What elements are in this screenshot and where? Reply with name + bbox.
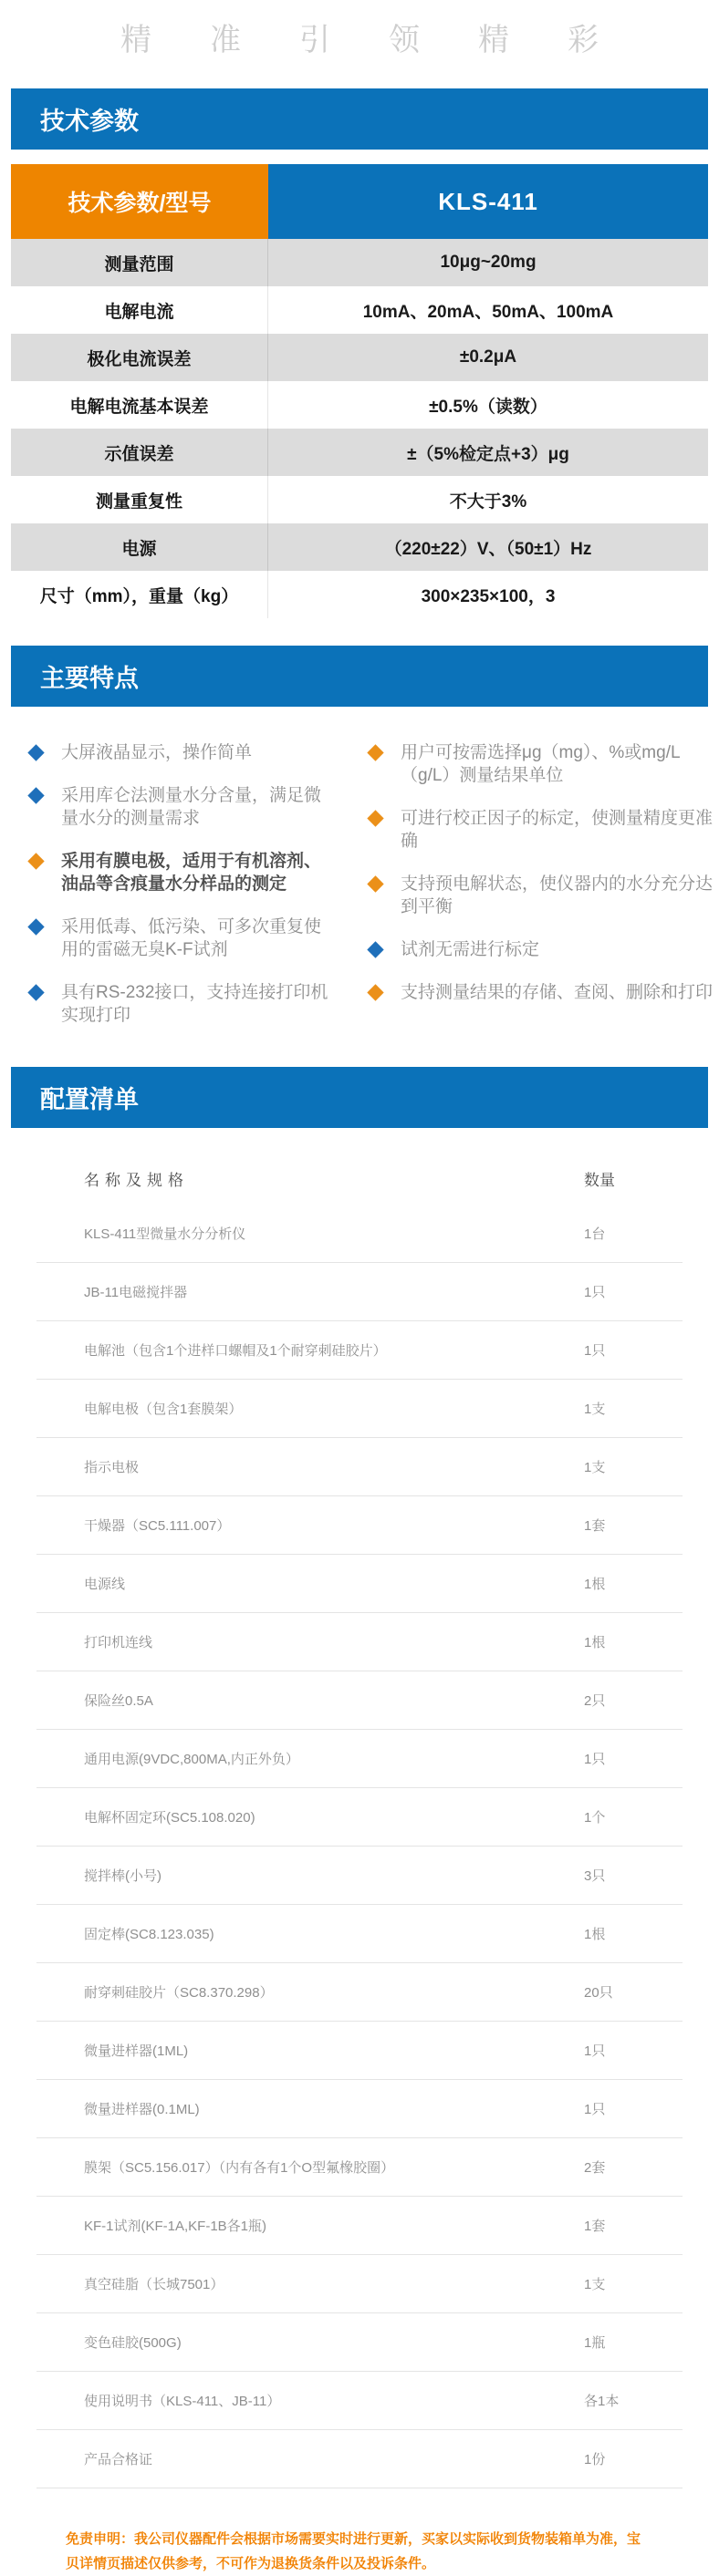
config-row — [36, 1263, 683, 1321]
config-item-qty: 2套 — [584, 2160, 606, 2176]
feature-item — [30, 916, 333, 961]
spec-row-value: （220±22）V、（50±1）Hz — [384, 539, 592, 559]
config-item-qty: 1根 — [584, 1635, 606, 1650]
config-item-name: 变色硅胶(500G) — [84, 2335, 182, 2351]
config-row — [36, 1205, 683, 1263]
config-item-qty: 1份 — [584, 2452, 606, 2467]
config-item-qty: 1根 — [584, 1577, 606, 1592]
features-list — [0, 707, 719, 1067]
tagline: 精准引领精彩 — [120, 23, 657, 57]
section-banner-features — [11, 646, 708, 707]
config-item-name: 真空硅脂（长城7501） — [84, 2277, 224, 2292]
spec-row-label: 尺寸（mm），重量（kg） — [11, 571, 268, 618]
config-item-qty: 1支 — [584, 2277, 606, 2292]
feature-text: 支持预电解状态，使仪器内的水分充分达到平衡 — [401, 874, 714, 916]
spec-table — [11, 164, 708, 618]
section-banner-tech-params — [11, 88, 708, 150]
config-item-qty: 1台 — [584, 1226, 606, 1242]
spec-row — [11, 523, 708, 571]
config-item-qty: 1支 — [584, 1460, 606, 1475]
config-item-qty: 1只 — [584, 1752, 606, 1767]
config-row — [36, 1671, 683, 1730]
feature-item — [370, 981, 718, 1004]
config-item-name: 指示电极 — [84, 1460, 140, 1475]
feature-text: 采用有膜电极，适用于有机溶剂、油品等含痕量水分样品的测定 — [61, 852, 322, 894]
config-row — [36, 1905, 683, 1963]
feature-item — [370, 938, 718, 961]
feature-text: 试剂无需进行标定 — [401, 940, 540, 959]
config-row — [36, 1438, 683, 1496]
config-row — [36, 2197, 683, 2255]
diamond-bullet-icon — [27, 744, 44, 760]
config-item-name: 微量进样器(1ML) — [84, 2043, 189, 2059]
spec-row-label: 电源 — [11, 523, 268, 571]
config-item-name: JB-11电磁搅拌器 — [84, 1285, 188, 1300]
config-item-qty: 1个 — [584, 1810, 606, 1826]
config-item-name: KLS-411型微量水分分析仪 — [84, 1226, 246, 1242]
spec-row-label: 测量重复性 — [11, 476, 268, 523]
diamond-bullet-icon — [367, 810, 383, 826]
config-item-name: KF-1试剂(KF-1A,KF-1B各1瓶) — [84, 2219, 267, 2234]
config-item-qty: 1套 — [584, 1518, 606, 1534]
section-title-tech-params: 技术参数 — [40, 108, 139, 135]
config-row — [36, 1613, 683, 1671]
config-item-qty: 3只 — [584, 1868, 606, 1884]
spec-header-model-cell: KLS-411 — [268, 164, 708, 239]
config-header-row — [36, 1152, 683, 1205]
config-item-name: 搅拌棒(小号) — [84, 1868, 162, 1884]
config-item-name: 通用电源(9VDC,800MA,内正外负） — [84, 1752, 299, 1767]
diamond-bullet-icon — [27, 787, 44, 803]
diamond-bullet-icon — [367, 984, 383, 1000]
config-row — [36, 1380, 683, 1438]
config-row — [36, 2255, 683, 2313]
feature-text: 采用库仑法测量水分含量，满足微量水分的测量需求 — [61, 786, 322, 828]
config-item-name: 电源线 — [84, 1577, 126, 1592]
feature-text: 用户可按需选择μg（mg）、%或mg/L（g/L）测量结果单位 — [401, 743, 681, 785]
feature-text: 具有RS-232接口，支持连接打印机实现打印 — [61, 983, 328, 1025]
spec-header-row — [11, 164, 708, 239]
config-row — [36, 2138, 683, 2197]
config-item-name: 电解电极（包含1套膜架） — [84, 1402, 243, 1417]
disclaimer-text: 免责申明：我公司仪器配件会根据市场需要实时进行更新，买家以实际收到货物装箱单为准，宝贝详情页描述仅供参考，不可作为退换货条件以及投诉条件。 — [66, 2531, 641, 2571]
config-table — [36, 1128, 683, 2488]
section-title-features: 主要特点 — [40, 665, 139, 692]
config-row — [36, 1730, 683, 1788]
feature-item — [370, 873, 718, 918]
feature-text: 采用低毒、低污染、可多次重复使用的雷磁无臭K-F试剂 — [61, 917, 322, 959]
spec-row-value: ±0.5%（读数） — [429, 397, 547, 417]
spec-row-label: 电解电流 — [11, 286, 268, 334]
diamond-bullet-icon — [27, 984, 44, 1000]
spec-row-label: 极化电流误差 — [11, 334, 268, 381]
spec-row — [11, 286, 708, 334]
config-table-body — [36, 1205, 683, 2488]
config-header-name: 名称及规格 — [84, 1171, 189, 1189]
spec-row-value: 不大于3% — [449, 491, 527, 512]
feature-item — [30, 741, 333, 764]
config-item-qty: 1支 — [584, 1402, 606, 1417]
config-row — [36, 2022, 683, 2080]
config-item-name: 干燥器（SC5.111.007） — [84, 1518, 231, 1534]
config-item-qty: 1套 — [584, 2219, 606, 2234]
spacer — [0, 618, 719, 646]
config-item-qty: 各1本 — [584, 2394, 620, 2409]
spec-row — [11, 571, 708, 618]
features-column-right — [370, 741, 718, 1047]
feature-item — [370, 807, 718, 853]
spec-header-param-cell: 技术参数/型号 — [11, 164, 268, 239]
spec-row-label: 测量范围 — [11, 239, 268, 286]
config-row — [36, 1321, 683, 1380]
feature-text: 可进行校正因子的标定，使测量精度更准确 — [401, 809, 714, 851]
spec-row-value: ±（5%检定点+3）μg — [407, 444, 569, 464]
config-row — [36, 1496, 683, 1555]
spec-row — [11, 476, 708, 523]
config-item-name: 耐穿刺硅胶片（SC8.370.298） — [84, 1985, 274, 2001]
feature-item — [30, 981, 333, 1027]
section-title-config-list: 配置清单 — [40, 1086, 139, 1113]
diamond-bullet-icon — [367, 875, 383, 892]
feature-text: 支持测量结果的存储、查阅、删除和打印 — [401, 983, 714, 1002]
config-item-qty: 20只 — [584, 1985, 613, 2001]
config-item-qty: 1只 — [584, 1285, 606, 1300]
diamond-bullet-icon — [367, 941, 383, 957]
features-column-left — [30, 741, 333, 1047]
config-row — [36, 2430, 683, 2488]
config-item-name: 使用说明书（KLS-411、JB-11） — [84, 2394, 281, 2409]
config-item-name: 电解池（包含1个进样口螺帽及1个耐穿刺硅胶片） — [84, 1343, 387, 1359]
config-header-qty: 数量 — [584, 1171, 615, 1189]
feature-text: 大屏液晶显示，操作简单 — [61, 743, 253, 762]
spec-row-value: 10μg~20mg — [440, 253, 537, 272]
spec-row-label: 示值误差 — [11, 429, 268, 476]
feature-item — [30, 850, 333, 895]
config-item-qty: 1瓶 — [584, 2335, 606, 2351]
config-item-name: 打印机连线 — [84, 1635, 153, 1650]
config-row — [36, 2313, 683, 2372]
spec-row — [11, 381, 708, 429]
config-item-name: 膜架（SC5.156.017）（内有各有1个O型氟橡胶圈） — [84, 2160, 395, 2176]
spec-row — [11, 429, 708, 476]
config-row — [36, 2372, 683, 2430]
config-row — [36, 2080, 683, 2138]
spec-row — [11, 239, 708, 286]
config-row — [36, 1963, 683, 2022]
config-item-qty: 1根 — [584, 1927, 606, 1942]
spec-row-value: 10mA、20mA、50mA、100mA — [362, 302, 614, 322]
diamond-bullet-icon — [367, 744, 383, 760]
config-item-name: 微量进样器(0.1ML) — [84, 2102, 200, 2117]
config-item-qty: 1只 — [584, 2043, 606, 2059]
config-item-name: 电解杯固定环(SC5.108.020) — [84, 1810, 255, 1826]
section-banner-config-list — [11, 1067, 708, 1128]
config-item-name: 保险丝0.5A — [84, 1693, 153, 1709]
diamond-bullet-icon — [27, 853, 44, 869]
config-item-qty: 2只 — [584, 1693, 606, 1709]
config-row — [36, 1555, 683, 1613]
config-item-qty: 1只 — [584, 2102, 606, 2117]
spec-row-value: 300×235×100，3 — [421, 586, 556, 606]
feature-item — [370, 741, 718, 787]
config-item-qty: 1只 — [584, 1343, 606, 1359]
spec-row-value: ±0.2μA — [459, 347, 517, 367]
spec-table-body — [11, 239, 708, 618]
spec-row — [11, 334, 708, 381]
spec-row-label: 电解电流基本误差 — [11, 381, 268, 429]
diamond-bullet-icon — [27, 918, 44, 935]
feature-item — [30, 784, 333, 830]
config-row — [36, 1788, 683, 1847]
config-item-name: 产品合格证 — [84, 2452, 153, 2467]
config-item-name: 固定棒(SC8.123.035) — [84, 1927, 214, 1942]
config-row — [36, 1847, 683, 1905]
